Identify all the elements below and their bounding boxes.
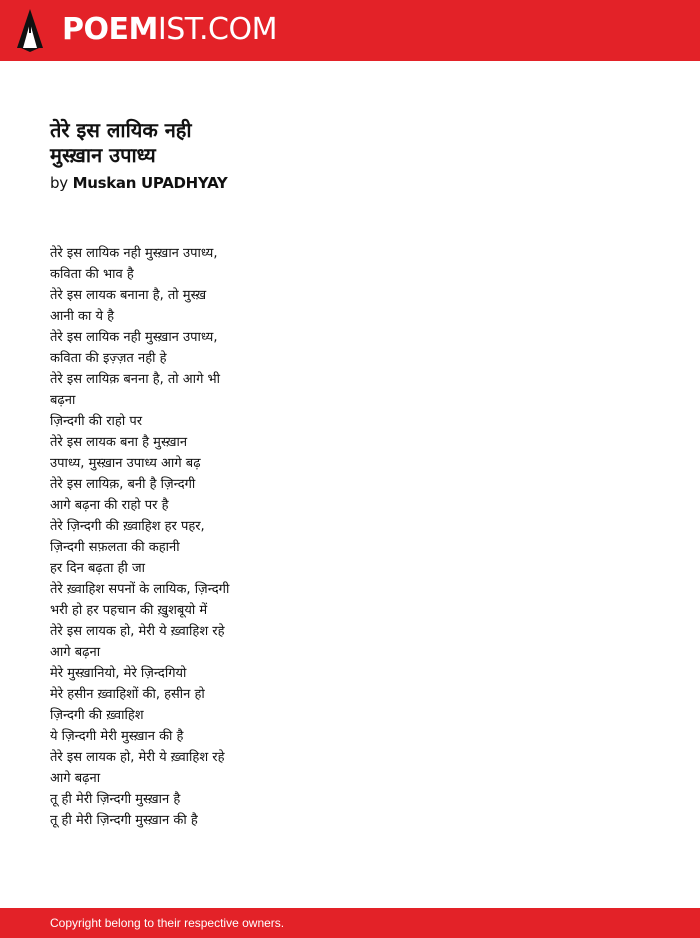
poem-line: ज़िन्दगी की राहो पर bbox=[50, 414, 143, 429]
poem-line: तेरे ज़िन्दगी की ख़्वाहिश हर पहर, bbox=[50, 519, 205, 534]
site-header bbox=[0, 0, 700, 61]
poem-line: तेरे इस लायक हो, मेरी ये ख़्वाहिश रहे bbox=[50, 750, 225, 765]
poem-line: तेरे इस लायिक नही मुस्ख़ान उपाध्य, bbox=[50, 246, 218, 261]
byline bbox=[50, 173, 228, 193]
poem-line: तू ही मेरी ज़िन्दगी मुस्ख़ान की है bbox=[50, 813, 198, 828]
poem-body bbox=[50, 243, 290, 831]
poem-title-line: मुस्ख़ान उपाध्य bbox=[50, 143, 156, 167]
poem-title bbox=[50, 118, 280, 168]
poem-line: ज़िन्दगी की ख़्वाहिश bbox=[50, 708, 144, 723]
site-footer bbox=[0, 908, 700, 938]
poem-line: तेरे इस लायिक नही मुस्ख़ान उपाध्य, bbox=[50, 330, 218, 345]
poem-line: उपाध्य, मुस्ख़ान उपाध्य आगे बढ़ bbox=[50, 456, 201, 471]
poem-line: बढ़ना bbox=[50, 393, 76, 408]
poem-line: तेरे ख़्वाहिश सपनों के लायिक, ज़िन्दगी bbox=[50, 582, 230, 597]
poem-line: आनी का ये है bbox=[50, 309, 115, 324]
poem-line: भरी हो हर पहचान की ख़ुशबूयो में bbox=[50, 603, 208, 618]
poem-line: कविता की भाव है bbox=[50, 267, 134, 282]
poem-line: मेरे मुस्ख़ानियो, मेरे ज़िन्दगियो bbox=[50, 666, 187, 681]
poem-line: हर दिन बढ़ता ही जा bbox=[50, 561, 146, 576]
poem-line: आगे बढ़ना bbox=[50, 645, 101, 660]
copyright-notice: Copyright belong to their respective owners. bbox=[50, 916, 285, 930]
poem-line: ये ज़िन्दगी मेरी मुस्ख़ान की है bbox=[50, 729, 184, 744]
pencil-tip-icon[interactable] bbox=[17, 9, 43, 52]
poem-title-line: तेरे इस लायिक नही bbox=[50, 118, 192, 142]
site-logo[interactable] bbox=[62, 12, 277, 48]
author-name: Muskan UPADHYAY bbox=[72, 174, 228, 192]
poem-line: तू ही मेरी ज़िन्दगी मुस्ख़ान है bbox=[50, 792, 181, 807]
poem-line: तेरे इस लायक बनाना है, तो मुस्ख़ bbox=[50, 288, 207, 303]
poem-line: कविता की इज़्ज़त नही हे bbox=[50, 351, 167, 366]
poem-line: तेरे इस लायिक़ बनना है, तो आगे भी bbox=[50, 372, 221, 387]
poem-line: आगे बढ़ना bbox=[50, 771, 101, 786]
poem-line: ज़िन्दगी सफ़लता की कहानी bbox=[50, 540, 180, 555]
by-label: by bbox=[50, 174, 68, 192]
poem-line: तेरे इस लायिक़, बनी है ज़िन्दगी bbox=[50, 477, 196, 492]
poem-line: आगे बढ़ना की राहो पर है bbox=[50, 498, 169, 513]
poem-line: तेरे इस लायक हो, मेरी ये ख़्वाहिश रहे bbox=[50, 624, 225, 639]
logo-text-bold: POEM bbox=[62, 12, 158, 47]
poem-line: मेरे हसीन ख़्वाहिशों की, हसीन हो bbox=[50, 687, 205, 702]
logo-text-light: IST.COM bbox=[157, 12, 277, 47]
poem-line: तेरे इस लायक बना है मुस्ख़ान bbox=[50, 435, 188, 450]
